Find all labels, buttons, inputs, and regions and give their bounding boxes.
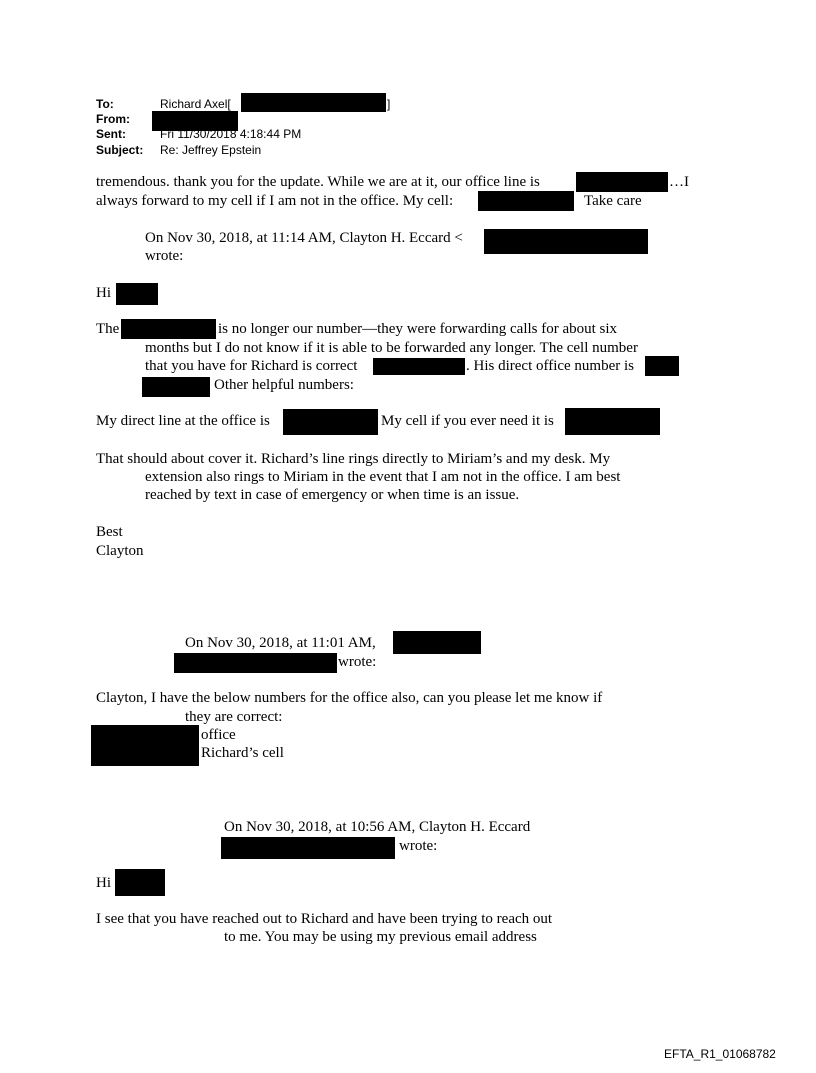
redaction-box	[283, 409, 378, 435]
reply-line: …I	[669, 174, 689, 190]
body-line: is no longer our number—they were forwarding calls for about six	[218, 321, 618, 337]
list-item: Richard’s cell	[201, 745, 284, 761]
redaction-box	[576, 172, 668, 192]
redaction-box	[174, 653, 337, 673]
body-line: Clayton, I have the below numbers for the office also, can you please let me know if	[96, 690, 603, 706]
body-line: The	[96, 321, 120, 337]
reply-line: always forward to my cell if I am not in the office. My cell:	[96, 193, 454, 209]
body-line: My cell if you ever need it is	[381, 413, 554, 429]
quote-attribution: wrote:	[399, 838, 438, 854]
redaction-box	[142, 377, 210, 397]
body-line: My direct line at the office is	[96, 413, 270, 429]
redaction-box	[115, 869, 165, 896]
reply-line: Take care	[584, 193, 642, 209]
redaction-box	[645, 356, 679, 376]
quote-attribution: On Nov 30, 2018, at 10:56 AM, Clayton H. Eccard	[224, 819, 531, 835]
redaction-box	[373, 358, 465, 375]
body-line: that you have for Richard is correct	[145, 358, 358, 374]
body-line: . His direct office number is	[466, 358, 635, 374]
document-id: EFTA_R1_01068782	[664, 1047, 776, 1061]
body-line: I see that you have reached out to Richard and have been trying to reach out	[96, 911, 553, 927]
to-label: To:	[96, 97, 114, 111]
quote-attribution: wrote:	[145, 248, 184, 264]
body-line: Other helpful numbers:	[214, 377, 354, 393]
quote-attribution: On Nov 30, 2018, at 11:01 AM,	[185, 635, 376, 651]
to-value: Richard Axel[	[160, 97, 231, 111]
signature: Clayton	[96, 543, 144, 559]
redaction-box	[121, 319, 216, 339]
from-label: From:	[96, 112, 130, 126]
body-line: extension also rings to Miriam in the event that I am not in the office. I am best	[145, 469, 621, 485]
redaction-box	[565, 408, 660, 435]
redaction-box	[393, 631, 481, 654]
sent-label: Sent:	[96, 127, 126, 141]
body-line: months but I do not know if it is able to be forwarded any longer. The cell number	[145, 340, 638, 356]
redaction-box	[484, 229, 648, 254]
greeting: Hi	[96, 285, 111, 301]
subject-value: Re: Jeffrey Epstein	[160, 143, 262, 157]
body-line: they are correct:	[185, 709, 283, 725]
quote-attribution: wrote:	[338, 654, 377, 670]
redaction-box	[91, 725, 199, 766]
list-item: office	[201, 727, 236, 743]
redaction-box	[241, 93, 386, 112]
redaction-box	[116, 283, 158, 305]
redaction-box	[478, 191, 574, 211]
reply-line: tremendous. thank you for the update. While we are at it, our office line is	[96, 174, 540, 190]
body-line: That should about cover it. Richard’s line rings directly to Miriam’s and my desk. My	[96, 451, 611, 467]
closing: Best	[96, 524, 123, 540]
to-close: ]	[387, 97, 391, 111]
redaction-box	[221, 837, 395, 859]
greeting: Hi	[96, 875, 111, 891]
sent-value: Fri 11/30/2018 4:18:44 PM	[160, 127, 302, 141]
body-line: to me. You may be using my previous email address	[224, 929, 537, 945]
quote-attribution: On Nov 30, 2018, at 11:14 AM, Clayton H. Eccard <	[145, 230, 463, 246]
subject-label: Subject:	[96, 143, 144, 157]
body-line: reached by text in case of emergency or when time is an issue.	[145, 487, 520, 503]
